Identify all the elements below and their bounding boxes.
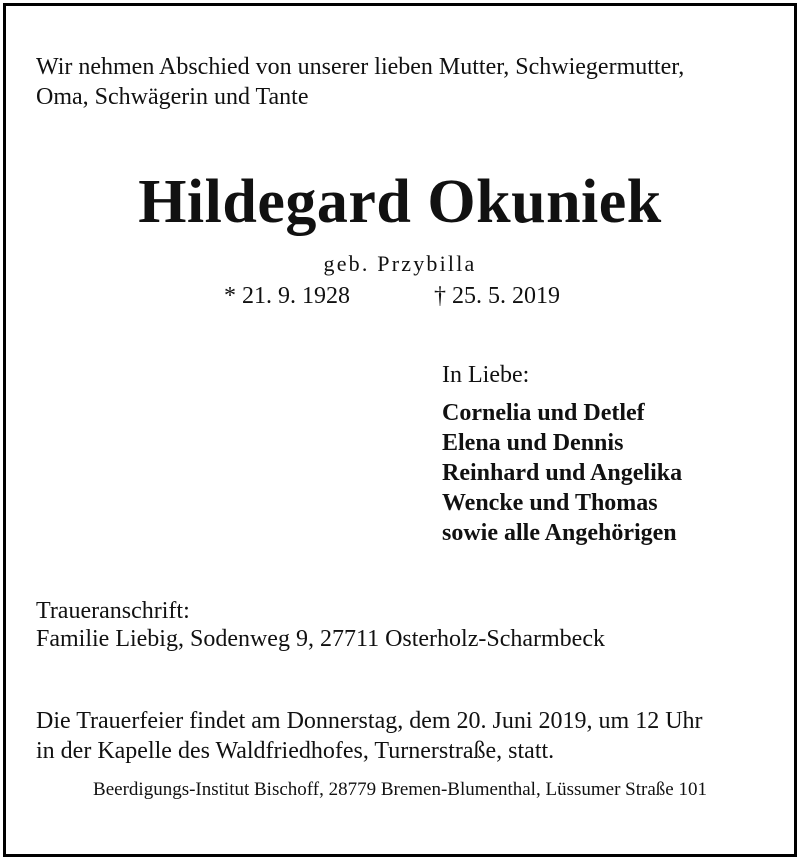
ceremony-info: [36, 706, 703, 766]
mourner-item: Wencke und Thomas: [442, 490, 658, 516]
in-love-label: In Liebe:: [442, 362, 530, 388]
ceremony-line: in der Kapelle des Waldfriedhofes, Turnerstraße, statt.: [36, 738, 555, 764]
mourner-item: Cornelia und Detlef: [442, 400, 645, 426]
address-label: Traueranschrift:: [36, 598, 190, 624]
mourners-list: [442, 398, 682, 548]
intro-text: [36, 52, 684, 112]
intro-line: Wir nehmen Abschied von unserer lieben Mutter, Schwiegermutter,: [36, 54, 685, 80]
mourning-address: Familie Liebig, Sodenweg 9, 27711 Osterholz-Scharmbeck: [36, 626, 605, 652]
undertaker-info: Beerdigungs-Institut Bischoff, 28779 Bremen-Blumenthal, Lüssumer Straße 101: [93, 779, 707, 800]
mourner-item: Elena und Dennis: [442, 430, 624, 456]
intro-line: Oma, Schwägerin und Tante: [36, 84, 309, 110]
mourner-item: sowie alle Angehörigen: [442, 520, 677, 546]
birth-date: * 21. 9. 1928: [224, 283, 350, 309]
death-date: † 25. 5. 2019: [434, 283, 560, 309]
ceremony-line: Die Trauerfeier findet am Donnerstag, dem 20. Juni 2019, um 12 Uhr: [36, 708, 703, 734]
mourner-item: Reinhard und Angelika: [442, 460, 683, 486]
birth-name: geb. Przybilla: [323, 251, 477, 276]
deceased-name: Hildegard Okuniek: [138, 168, 662, 236]
